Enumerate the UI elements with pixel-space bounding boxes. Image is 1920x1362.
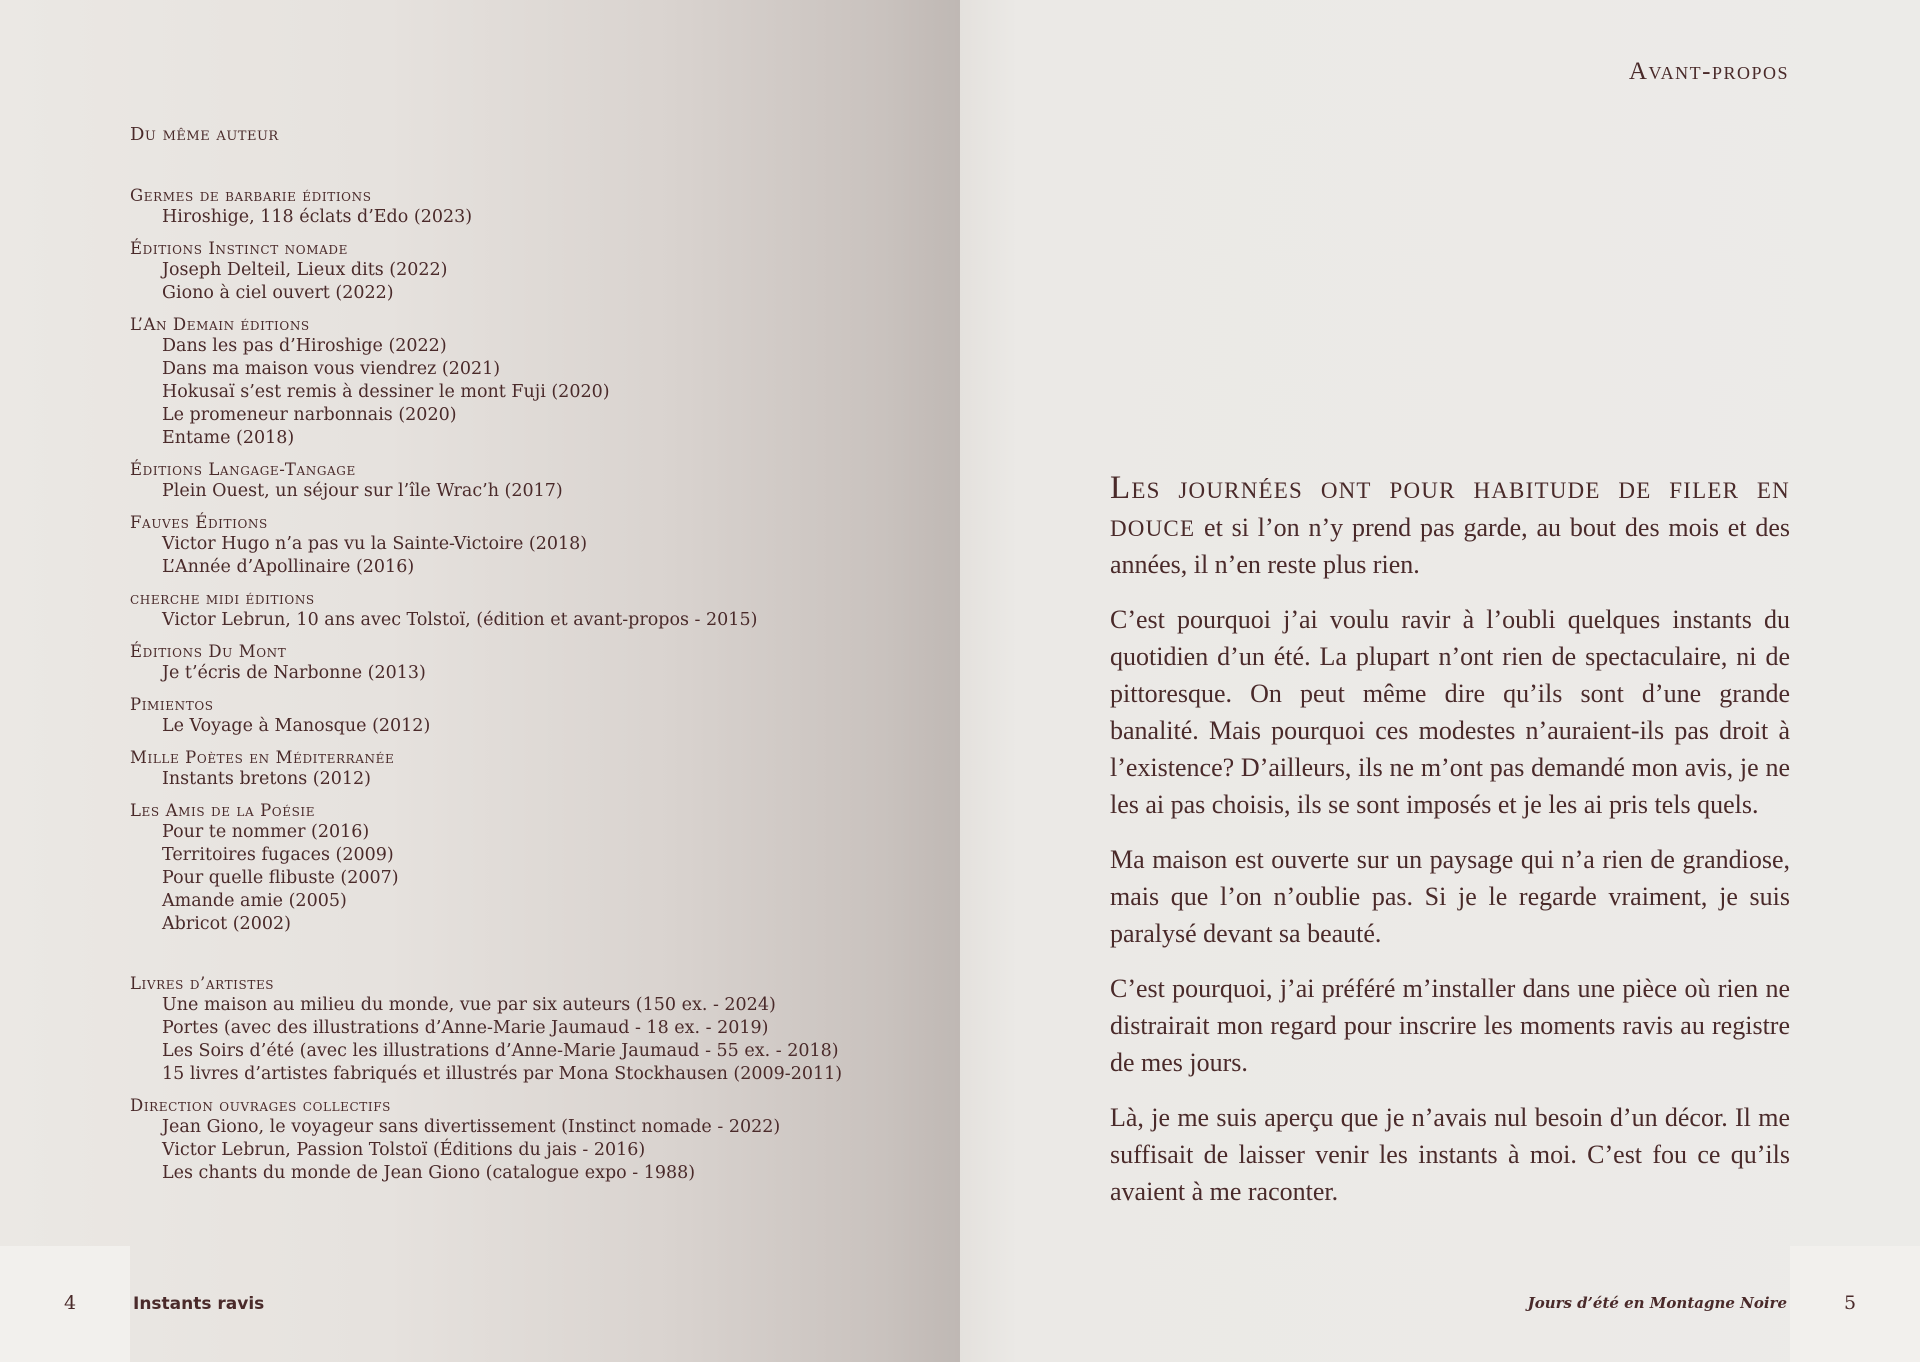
works-list xyxy=(130,662,930,685)
works-list xyxy=(130,335,930,450)
publisher-name: cherche midi éditions xyxy=(130,589,315,608)
work-title: Territoires fugaces (2009) xyxy=(162,845,394,865)
work-title: Entame (2018) xyxy=(162,428,295,448)
work-title: Pour te nommer (2016) xyxy=(162,822,370,842)
publisher-name: Les Amis de la Poésie xyxy=(130,801,316,820)
works-list xyxy=(130,715,930,738)
work-title: Les chants du monde de Jean Giono (catalogue expo - 1988) xyxy=(162,1163,696,1183)
paragraph-5: Là, je me suis aperçu que je n’avais nul besoin d’un décor. Il me suffisait de laisser venir les instants à moi. C’est fou ce qu’ils avaient à me raconter. xyxy=(1110,1103,1790,1206)
work-title: Dans les pas d’Hiroshige (2022) xyxy=(162,336,447,356)
section-title: Avant-propos xyxy=(1628,58,1789,85)
works-list xyxy=(130,480,930,503)
right-page-number: 5 xyxy=(1844,1292,1857,1314)
work-title: 15 livres d’artistes fabriqués et illustrés par Mona Stockhausen (2009-2011) xyxy=(162,1064,843,1084)
publisher-name: Livres d’artistes xyxy=(130,974,275,993)
work-title: Les Soirs d’été (avec les illustrations d’Anne-Marie Jaumaud - 55 ex. - 2018) xyxy=(162,1041,839,1061)
works-list xyxy=(130,768,930,791)
foreword-text xyxy=(1110,470,1790,1228)
work-title: Une maison au milieu du monde, vue par six auteurs (150 ex. - 2024) xyxy=(162,995,776,1015)
work-title: Dans ma maison vous viendrez (2021) xyxy=(162,359,501,379)
publisher-name: Direction ouvrages collectifs xyxy=(130,1096,391,1115)
work-title: Pour quelle flibuste (2007) xyxy=(162,868,399,888)
right-running-title: Jours d’été en Montagne Noire xyxy=(1527,1294,1787,1312)
paragraph-1-rest: et si l’on n’y prend pas garde, au bout des mois et des années, il n’en reste plus rien. xyxy=(1110,513,1790,579)
works-list xyxy=(130,821,930,936)
publisher-group xyxy=(130,695,930,738)
bibliography-list xyxy=(130,186,930,1195)
work-title: Amande amie (2005) xyxy=(162,891,347,911)
publisher-group xyxy=(130,513,930,579)
publisher-name: Fauves Éditions xyxy=(130,513,268,532)
publisher-name: L’An Demain éditions xyxy=(130,315,310,334)
works-list xyxy=(130,994,930,1086)
lead-in: Les journées ont pour habitude de filer en douce xyxy=(1110,470,1790,544)
work-title: Giono à ciel ouvert (2022) xyxy=(162,283,394,303)
work-title: Victor Lebrun, Passion Tolstoï (Éditions du jais - 2016) xyxy=(162,1140,646,1160)
paragraph-2: C’est pourquoi j’ai voulu ravir à l’oubli quelques instants du quotidien d’un été. La plupart n’ont rien de spectaculaire, ni de pittoresque. On peut même dire qu’ils sont d’une grande banalité. Mais pourquoi ces modestes n’auraient-ils pas droit à l’existence? D’ailleurs, ils ne m’ont pas demandé mon avis, je ne les ai pas choisis, ils se sont imposés et je les ai pris tels quels. xyxy=(1110,605,1790,819)
work-title: Hiroshige, 118 éclats d’Edo (2023) xyxy=(162,207,473,227)
publisher-group xyxy=(130,642,930,685)
paragraph-3: Ma maison est ouverte sur un paysage qui n’a rien de grandiose, mais que l’on n’oublie pas. Si je le regarde vraiment, je suis paralysé devant sa beauté. xyxy=(1110,845,1790,948)
publisher-group xyxy=(130,460,930,503)
publisher-name: Mille Poètes en Méditerranée xyxy=(130,748,395,767)
paragraph-1 xyxy=(1110,470,1790,583)
work-title: Jean Giono, le voyageur sans divertissement (Instinct nomade - 2022) xyxy=(162,1117,781,1137)
works-list xyxy=(130,533,930,579)
publisher-group xyxy=(130,1096,930,1185)
work-title: Joseph Delteil, Lieux dits (2022) xyxy=(162,260,448,280)
publisher-group xyxy=(130,801,930,936)
left-page-number: 4 xyxy=(64,1292,77,1314)
work-title: Portes (avec des illustrations d’Anne-Marie Jaumaud - 18 ex. - 2019) xyxy=(162,1018,769,1038)
works-list xyxy=(130,609,930,632)
work-title: Abricot (2002) xyxy=(162,914,291,934)
work-title: Le Voyage à Manosque (2012) xyxy=(162,716,431,736)
work-title: Victor Hugo n’a pas vu la Sainte-Victoire (2018) xyxy=(162,534,588,554)
left-running-title: Instants ravis xyxy=(133,1294,265,1314)
work-title: L’Année d’Apollinaire (2016) xyxy=(162,557,415,577)
publisher-group xyxy=(130,186,930,229)
publisher-group xyxy=(130,239,930,305)
works-list xyxy=(130,259,930,305)
publisher-name: Éditions Du Mont xyxy=(130,642,287,661)
publisher-group xyxy=(130,589,930,632)
paragraph-4: C’est pourquoi, j’ai préféré m’installer dans une pièce où rien ne distrairait mon regard pour inscrire les moments ravis au registre de mes jours. xyxy=(1110,974,1790,1077)
publisher-group xyxy=(130,748,930,791)
work-title: Victor Lebrun, 10 ans avec Tolstoï, (édition et avant-propos - 2015) xyxy=(162,610,758,630)
publisher-name: Éditions Instinct nomade xyxy=(130,239,348,258)
work-title: Je t’écris de Narbonne (2013) xyxy=(162,663,426,683)
publisher-group xyxy=(130,974,930,1086)
publisher-name: Éditions Langage-Tangage xyxy=(130,460,356,479)
work-title: Instants bretons (2012) xyxy=(162,769,371,789)
publisher-name: Pimientos xyxy=(130,695,214,714)
right-page xyxy=(960,0,1920,1362)
work-title: Le promeneur narbonnais (2020) xyxy=(162,405,457,425)
publisher-name: Germes de barbarie éditions xyxy=(130,186,372,205)
publisher-group xyxy=(130,315,930,450)
works-list xyxy=(130,1116,930,1185)
work-title: Hokusaï s’est remis à dessiner le mont Fuji (2020) xyxy=(162,382,610,402)
works-list xyxy=(130,206,930,229)
work-title: Plein Ouest, un séjour sur l’île Wrac’h (2017) xyxy=(162,481,563,501)
bibliography-heading: Du même auteur xyxy=(130,124,279,145)
